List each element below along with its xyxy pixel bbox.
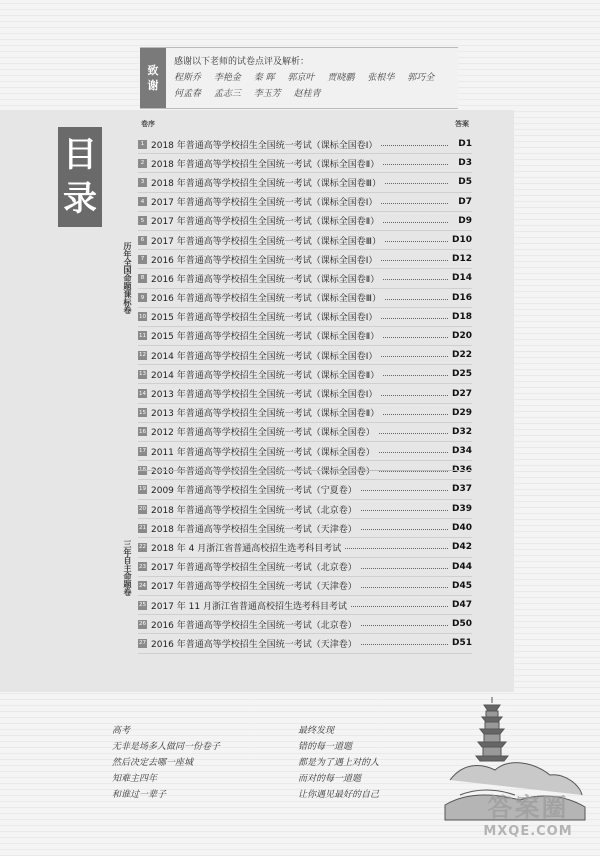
dot-leader xyxy=(385,241,448,242)
toc-entry[interactable] xyxy=(138,404,472,423)
toc-entry[interactable] xyxy=(138,423,472,442)
title-char: 录 xyxy=(63,179,97,219)
section-label-independent: 三年自主命题卷 xyxy=(123,540,132,596)
verse-line: 无非是场多人做同一份卷子 xyxy=(112,742,221,752)
entry-number-badge: 6 xyxy=(138,236,147,245)
teacher-name: 何孟春 xyxy=(174,89,202,99)
entry-answer-page: D18 xyxy=(452,311,472,322)
toc-entry[interactable] xyxy=(138,480,472,499)
entry-answer-page: D51 xyxy=(452,638,472,649)
toc-entry[interactable] xyxy=(138,365,472,384)
entry-title: 2017 年普通高等学校招生全国统一考试（课标全国卷Ⅰ） xyxy=(151,198,378,209)
entry-number-badge: 16 xyxy=(139,428,146,435)
entry-title: 2009 年普通高等学校招生全国统一考试（宁夏卷） xyxy=(151,485,357,496)
dot-leader xyxy=(361,490,448,491)
toc-entry[interactable] xyxy=(138,384,472,403)
entry-answer-page: D32 xyxy=(452,426,472,437)
section-label-national: 历年全国命题课标卷 xyxy=(123,242,132,314)
entry-answer-page: D16 xyxy=(452,292,472,303)
entry-number-badge: 24 xyxy=(139,582,146,589)
entry-answer-page: D50 xyxy=(452,619,472,630)
toc-entry[interactable] xyxy=(138,308,472,327)
dot-leader xyxy=(361,587,448,588)
entry-answer-page: D44 xyxy=(452,561,472,572)
entry-answer-page: D37 xyxy=(452,484,472,495)
entry-answer-page: D22 xyxy=(452,350,472,361)
dot-leader xyxy=(379,433,448,434)
entry-number-badge: 5 xyxy=(138,216,147,225)
dot-leader xyxy=(381,356,448,357)
dot-leader xyxy=(379,452,448,453)
entry-number-badge: 13 xyxy=(139,371,146,378)
entry-number-badge: 12 xyxy=(139,352,146,359)
dot-leader xyxy=(385,299,448,300)
dot-leader xyxy=(345,548,448,549)
entry-title: 2018 年普通高等学校招生全国统一考试（课标全国卷Ⅰ） xyxy=(151,140,378,151)
dot-leader xyxy=(383,375,448,376)
entry-title: 2017 年普通高等学校招生全国统一考试（课标全国卷Ⅲ） xyxy=(151,236,381,247)
toc-entry[interactable] xyxy=(138,538,472,557)
verse-line: 知难主四年 xyxy=(112,774,158,784)
dot-leader xyxy=(383,164,448,165)
dot-leader xyxy=(381,318,448,319)
entry-number-badge: 7 xyxy=(138,255,147,264)
entry-number-badge: 21 xyxy=(139,525,146,532)
toc-entry[interactable] xyxy=(138,250,472,269)
entry-number-badge: 2 xyxy=(138,159,147,168)
contents-list-independent xyxy=(138,500,472,654)
entry-answer-page: D9 xyxy=(458,215,472,226)
toc-entry[interactable] xyxy=(138,231,472,250)
watermark-url: MXQE.COM xyxy=(483,824,573,839)
entry-title: 2013 年普通高等学校招生全国统一考试（课标全国卷Ⅱ） xyxy=(151,409,380,420)
entry-answer-page: D42 xyxy=(452,542,472,553)
teacher-name: 贾晓鹏 xyxy=(327,73,355,83)
toc-entry[interactable] xyxy=(138,442,472,461)
entry-title: 2017 年普通高等学校招生全国统一考试（课标全国卷Ⅱ） xyxy=(151,217,380,228)
entry-title: 2016 年普通高等学校招生全国统一考试（课标全国卷Ⅰ） xyxy=(151,255,378,266)
dot-leader xyxy=(361,568,448,569)
verse-left xyxy=(112,723,220,803)
entry-answer-page: D29 xyxy=(452,407,472,418)
entry-title: 2014 年普通高等学校招生全国统一考试（课标全国卷Ⅰ） xyxy=(151,351,378,362)
entry-answer-page: D27 xyxy=(452,388,472,399)
dot-leader xyxy=(351,606,448,607)
dot-leader xyxy=(381,260,448,261)
entry-number-badge: 25 xyxy=(139,602,146,609)
dot-leader xyxy=(379,471,448,472)
section-divider xyxy=(138,470,472,471)
entry-answer-page: D39 xyxy=(452,504,472,515)
entry-number-badge: 11 xyxy=(139,332,146,339)
entry-number-badge: 14 xyxy=(139,390,146,397)
entry-title: 2015 年普通高等学校招生全国统一考试（课标全国卷Ⅱ） xyxy=(151,332,380,343)
dot-leader xyxy=(361,625,448,626)
entry-number-badge: 15 xyxy=(139,409,146,416)
entry-number-badge: 8 xyxy=(138,274,147,283)
teacher-name: 程斯乔 xyxy=(174,73,202,83)
verse-line: 高考 xyxy=(112,726,131,736)
entry-answer-page: D40 xyxy=(452,523,472,534)
tag-char: 致 xyxy=(147,64,159,77)
column-label-order: 卷序 xyxy=(141,120,155,128)
dot-leader xyxy=(383,222,448,223)
entry-number-badge: 3 xyxy=(138,178,147,187)
toc-entry[interactable] xyxy=(138,212,472,231)
verse-line: 错的每一道题 xyxy=(298,742,353,752)
dot-leader xyxy=(361,510,448,511)
verse-line: 而对的每一道题 xyxy=(298,774,362,784)
toc-entry[interactable] xyxy=(138,577,472,596)
entry-answer-page: D20 xyxy=(452,330,472,341)
entry-title: 2018 年普通高等学校招生全国统一考试（课标全国卷Ⅱ） xyxy=(151,159,380,170)
verse-line: 都是为了遇上对的人 xyxy=(298,758,380,768)
toc-entry[interactable] xyxy=(138,596,472,615)
dot-leader xyxy=(381,203,448,204)
entry-number-badge: 18 xyxy=(139,467,146,474)
entry-title: 2011 年普通高等学校招生全国统一考试（课标全国卷） xyxy=(151,447,375,458)
entry-title: 2016 年普通高等学校招生全国统一考试（课标全国卷Ⅲ） xyxy=(151,294,381,305)
toc-entry[interactable] xyxy=(138,558,472,577)
toc-entry[interactable] xyxy=(138,193,472,212)
dot-leader xyxy=(381,395,448,396)
entry-title: 2018 年普通高等学校招生全国统一考试（课标全国卷Ⅲ） xyxy=(151,178,381,189)
entry-answer-page: D1 xyxy=(458,139,472,150)
teacher-name: 孟志三 xyxy=(213,89,241,99)
dot-leader xyxy=(385,183,448,184)
verse-line: 然后决定去哪一座城 xyxy=(112,758,194,768)
entry-number-badge: 17 xyxy=(139,448,146,455)
entry-number-badge: 20 xyxy=(139,506,146,513)
verse-right xyxy=(298,723,379,803)
toc-entry[interactable] xyxy=(138,500,472,519)
teacher-names xyxy=(174,70,454,102)
watermark xyxy=(458,788,598,848)
acknowledgement-box xyxy=(140,47,458,109)
entry-title: 2018 年 4 月浙江省普通高校招生选考科目考试 xyxy=(151,543,342,554)
entry-number-badge: 23 xyxy=(139,563,146,570)
entry-answer-page: D5 xyxy=(458,177,472,188)
entry-answer-page: D45 xyxy=(452,580,472,591)
toc-entry[interactable] xyxy=(138,519,472,538)
entry-title: 2018 年普通高等学校招生全国统一考试（北京卷） xyxy=(151,505,357,516)
dot-leader xyxy=(383,414,448,415)
column-label-answer: 答案 xyxy=(455,120,469,128)
teacher-name: 赵桂青 xyxy=(293,89,321,99)
toc-entry[interactable] xyxy=(138,269,472,288)
entry-answer-page: D3 xyxy=(458,158,472,169)
entry-answer-page: D12 xyxy=(452,254,472,265)
entry-answer-page: D25 xyxy=(452,369,472,380)
dot-leader xyxy=(383,337,448,338)
dot-leader xyxy=(361,644,448,645)
entry-answer-page: D7 xyxy=(458,196,472,207)
teacher-name: 秦 晖 xyxy=(253,73,275,83)
entry-title: 2016 年普通高等学校招生全国统一考试（天津卷） xyxy=(151,639,357,650)
verse-line: 最终发现 xyxy=(298,726,335,736)
toc-entry[interactable] xyxy=(138,615,472,634)
entry-title: 2015 年普通高等学校招生全国统一考试（课标全国卷Ⅰ） xyxy=(151,313,378,324)
watermark-logo: 答案圈 xyxy=(487,793,569,822)
teacher-name: 郭巧全 xyxy=(407,73,435,83)
entry-answer-page: D14 xyxy=(452,273,472,284)
entry-title: 2014 年普通高等学校招生全国统一考试（课标全国卷Ⅱ） xyxy=(151,370,380,381)
acknowledgement-tag xyxy=(140,48,166,108)
entry-answer-page: D34 xyxy=(452,446,472,457)
contents-list-national xyxy=(138,135,472,500)
toc-entry[interactable] xyxy=(138,634,472,653)
entry-number-badge: 19 xyxy=(139,486,146,493)
toc-entry[interactable] xyxy=(138,173,472,192)
entry-title: 2013 年普通高等学校招生全国统一考试（课标全国卷Ⅰ） xyxy=(151,390,378,401)
entry-number-badge: 4 xyxy=(138,197,147,206)
verse-line: 和谁过一辈子 xyxy=(112,790,167,800)
title-char: 目 xyxy=(63,135,97,175)
entry-number-badge: 10 xyxy=(139,313,146,320)
entry-title: 2017 年普通高等学校招生全国统一考试（天津卷） xyxy=(151,582,357,593)
toc-entry[interactable] xyxy=(138,154,472,173)
teacher-name: 李艳金 xyxy=(213,73,241,83)
contents-title xyxy=(58,127,102,227)
teacher-name: 郭京叶 xyxy=(287,73,315,83)
entry-answer-page: D10 xyxy=(452,235,472,246)
teacher-name: 李玉芳 xyxy=(253,89,281,99)
toc-entry[interactable] xyxy=(138,135,472,154)
entry-title: 2018 年普通高等学校招生全国统一考试（天津卷） xyxy=(151,524,357,535)
entry-answer-page: D47 xyxy=(452,600,472,611)
acknowledgement-title: 感谢以下老师的试卷点评及解析： xyxy=(174,57,310,67)
dot-leader xyxy=(381,145,448,146)
entry-answer-page: D36 xyxy=(452,465,472,476)
entry-number-badge: 1 xyxy=(138,140,147,149)
entry-title: 2012 年普通高等学校招生全国统一考试（课标全国卷） xyxy=(151,428,375,439)
entry-number-badge: 26 xyxy=(139,621,146,628)
tag-char: 谢 xyxy=(147,79,159,92)
entry-number-badge: 27 xyxy=(139,640,146,647)
entry-title: 2016 年普通高等学校招生全国统一考试（课标全国卷Ⅱ） xyxy=(151,274,380,285)
entry-title: 2010 年普通高等学校招生全国统一考试（课标全国卷） xyxy=(151,466,375,477)
toc-entry[interactable] xyxy=(138,327,472,346)
teacher-name: 张根华 xyxy=(367,73,395,83)
toc-entry[interactable] xyxy=(138,346,472,365)
verse-line: 让你遇见最好的自己 xyxy=(298,790,380,800)
entry-number-badge: 9 xyxy=(138,293,147,302)
dot-leader xyxy=(361,529,448,530)
dot-leader xyxy=(383,279,448,280)
entry-title: 2017 年普通高等学校招生全国统一考试（北京卷） xyxy=(151,563,357,574)
entry-number-badge: 22 xyxy=(139,544,146,551)
toc-entry[interactable] xyxy=(138,289,472,308)
entry-title: 2017 年 11 月浙江省普通高校招生选考科目考试 xyxy=(151,601,347,612)
entry-title: 2016 年普通高等学校招生全国统一考试（北京卷） xyxy=(151,620,357,631)
